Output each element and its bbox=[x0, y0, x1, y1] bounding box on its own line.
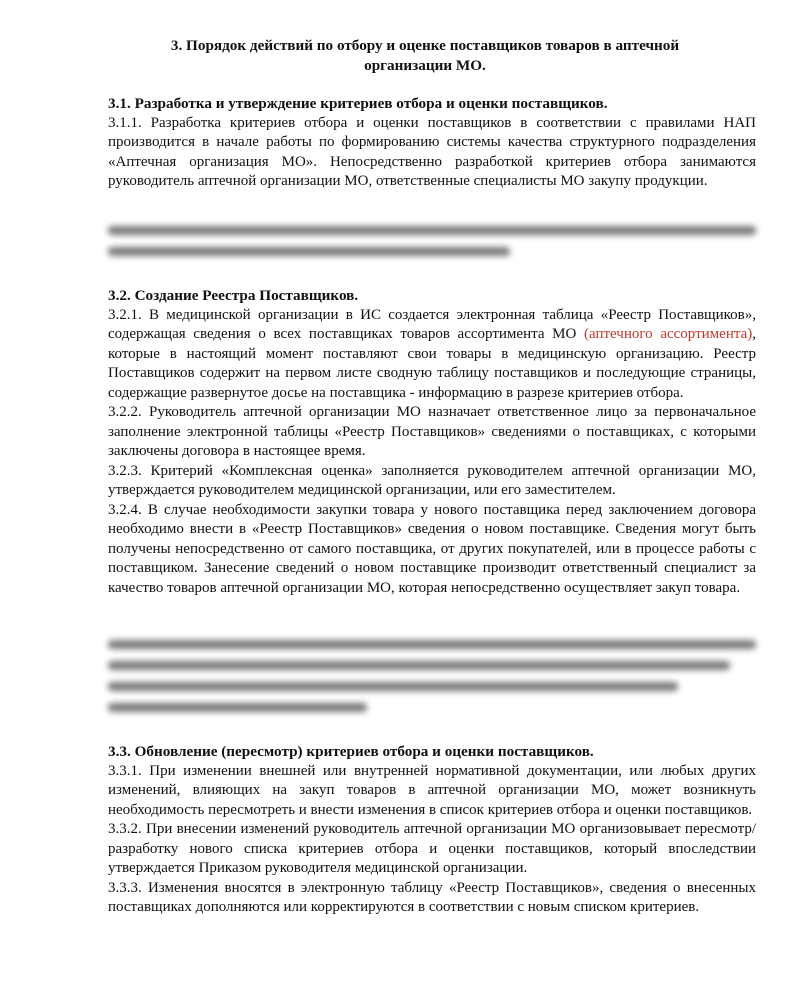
paragraph-3-2-1 bbox=[108, 306, 756, 404]
paragraph-3-2-3: 3.2.3. Критерий «Комплексная оценка» заполняется руководителем аптечной организации МО, утверждается руководителем медицинской организации, или его заместителем. bbox=[108, 462, 756, 498]
paragraph-3-2-1-part-a: 3.2.1. В медицинской организации в ИС создается электронная таблица «Реестр Поставщиков», содержащая сведения о всех поставщиках товаров ассортимента МО bbox=[108, 306, 756, 342]
redacted-block-2 bbox=[108, 640, 756, 724]
paragraph-3-3-2: 3.3.2. При внесении изменений руководитель аптечной организации МО организовывает пересмотр/ разработку нового списка критериев отбора и оценки поставщиков, который впоследствии утверждается Приказом руководителя медицинской организации. bbox=[108, 821, 756, 876]
heading-3-2: 3.2. Создание Реестра Поставщиков. bbox=[108, 287, 359, 304]
paragraph-3-2-1-part-b: , которые в настоящий момент поставляют свои товары в медицинскую организацию. Реестр Поставщиков содержит на первом листе сводную таблицу поставщиков и последующие страницы, содержащие развернутое досье на поставщика - информацию в разрезе критериев отбора. bbox=[108, 326, 756, 401]
paragraph-3-2-4: 3.2.4. В случае необходимости закупки товара у нового поставщика перед заключением договора необходимо внести в «Реестр Поставщиков» сведения о новом поставщике. Сведения могут быть получены непосредственно от самого поставщика, от других покупателей, или в процессе работы с поставщиком. Занесение сведений о новом поставщике производит ответственный специалист за качество товаров аптечной организации МО, которая непосредственно осуществляет закуп товара. bbox=[108, 501, 756, 596]
section-3-3 bbox=[108, 742, 756, 918]
paragraph-3-3-1: 3.3.1. При изменении внешней или внутренней нормативной документации, или любых других изменений, влияющих на закуп товаров в аптечной организации МО, может возникнуть необходимость пересмотреть и внести изменения в список критериев отбора и оценки поставщиков. bbox=[108, 762, 756, 818]
section-3-2 bbox=[108, 286, 756, 598]
paragraph-3-1-1: 3.1.1. Разработка критериев отбора и оценки поставщиков в соответствии с правилами НАП производится в начале работы по формированию системы качества структурного подразделения «Аптечная организация МО». Непосредственно разработкой критериев отбора занимаются руководитель аптечной организации МО, ответственные специалисты МО закупу продукции. bbox=[108, 114, 756, 189]
highlighted-text: (аптечного ассортимента) bbox=[583, 326, 753, 342]
section-3-1 bbox=[108, 94, 756, 192]
redacted-block-1 bbox=[108, 226, 756, 268]
section-title-line-2: организации МО. bbox=[364, 57, 486, 74]
section-title bbox=[110, 36, 740, 76]
heading-3-1: 3.1. Разработка и утверждение критериев отбора и оценки поставщиков. bbox=[108, 95, 608, 112]
heading-3-3: 3.3. Обновление (пересмотр) критериев отбора и оценки поставщиков. bbox=[108, 743, 594, 760]
paragraph-3-3-3: 3.3.3. Изменения вносятся в электронную таблицу «Реестр Поставщиков», сведения о внесенных поставщиках дополняются или корректируются в соответствии с новым списком критериев. bbox=[108, 879, 756, 915]
paragraph-3-2-2: 3.2.2. Руководитель аптечной организации МО назначает ответственное лицо за первоначальное заполнение электронной таблицы «Реестр Поставщиков» сведениями о поставщиках, с которыми заключены договора в настоящее время. bbox=[108, 404, 756, 459]
section-title-line-1: 3. Порядок действий по отбору и оценке поставщиков товаров в аптечной bbox=[170, 37, 680, 54]
